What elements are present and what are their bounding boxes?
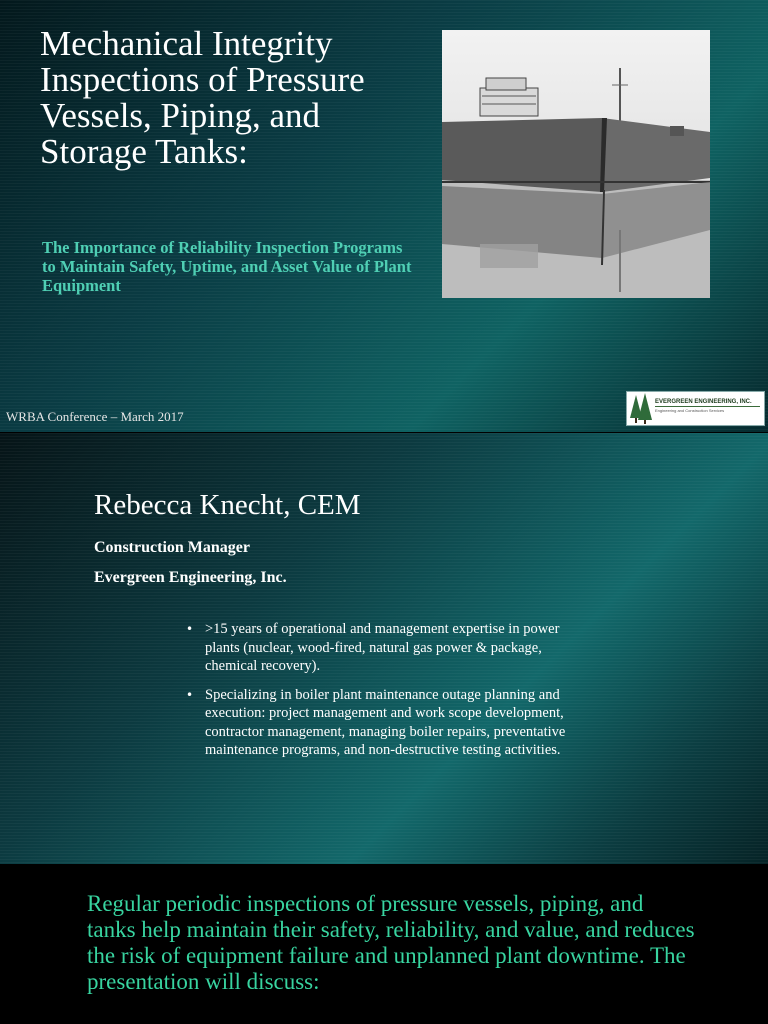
- intro-paragraph: Regular periodic inspections of pressure vessels, piping, and tanks help maintain their safety, reliability, and value, and reduces the risk of equipment failure and unplanned plant downtime. The presentation will discuss:: [87, 891, 695, 994]
- logo-divider: [655, 406, 760, 407]
- slide-subtitle: The Importance of Reliability Inspection Programs to Maintain Safety, Uptime, and Asset Value of Plant Equipment: [42, 238, 412, 295]
- bullet-text: >15 years of operational and management expertise in power plants (nuclear, wood-fired, natural gas power & package, chemical recovery).: [205, 621, 560, 674]
- title-slide: [0, 0, 768, 432]
- logo-company-name: EVERGREEN ENGINEERING, INC.: [655, 399, 752, 405]
- conference-footer: WRBA Conference – March 2017: [6, 409, 184, 424]
- intro-slide: [0, 865, 768, 1024]
- bullet-icon: •: [186, 687, 194, 702]
- evergreen-logo: [626, 391, 765, 426]
- tree-icon: [628, 392, 654, 425]
- bullet-icon: •: [186, 622, 194, 636]
- slide-title: Mechanical Integrity Inspections of Pressure Vessels, Piping, and Storage Tanks:: [40, 24, 365, 171]
- speaker-name: Rebecca Knecht, CEM: [94, 489, 361, 521]
- speaker-company: Evergreen Engineering, Inc.: [94, 569, 287, 586]
- ship-photo: [442, 30, 710, 298]
- broken-ship-photo-icon: [442, 30, 710, 298]
- logo-tagline: Engineering and Construction Services: [655, 408, 725, 413]
- bullet-list: [186, 620, 566, 770]
- bullet-item: [186, 686, 566, 760]
- bullet-item: [186, 620, 566, 676]
- bullet-text: Specializing in boiler plant maintenance outage planning and execution: project management and work scope development, contractor management, managing boiler repairs, preventative maintenance programs, and non-destructive testing activities.: [205, 686, 566, 758]
- speaker-role: Construction Manager: [94, 539, 250, 556]
- speaker-slide: [0, 433, 768, 864]
